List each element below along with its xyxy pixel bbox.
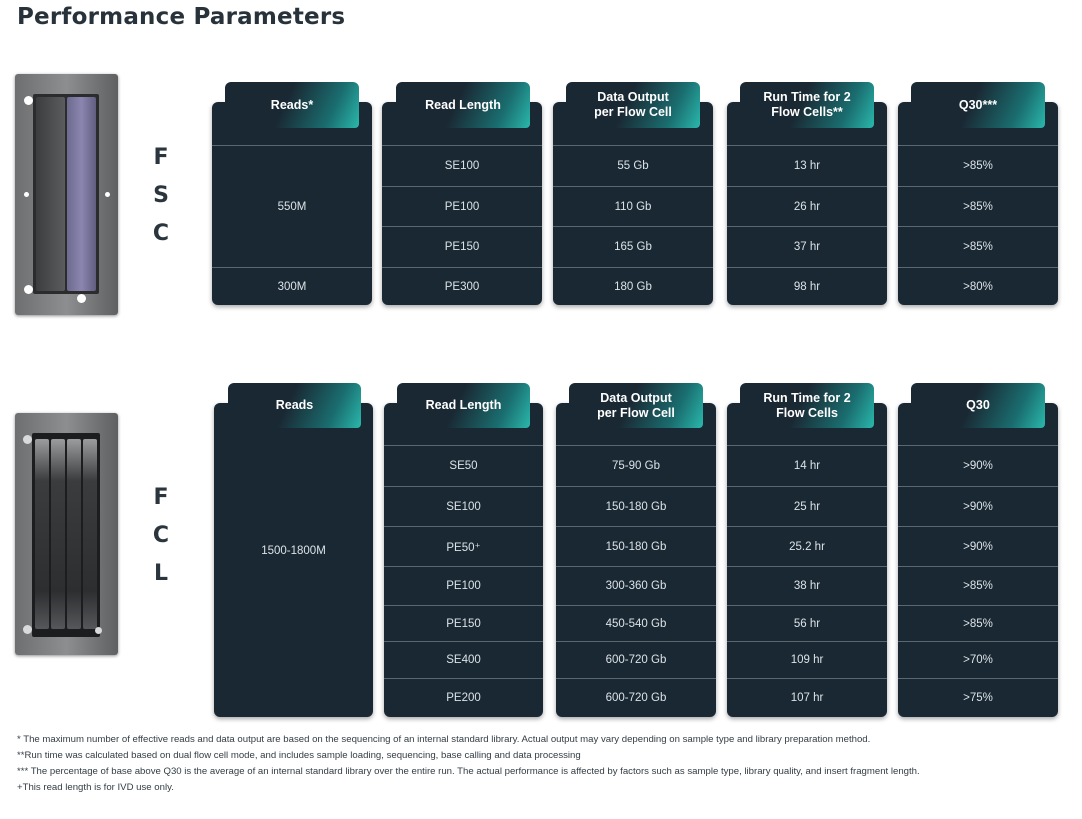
- footnotes: [17, 732, 1062, 796]
- table-cell: >80%: [898, 267, 1058, 305]
- table-cell: 25.2 hr: [727, 526, 887, 566]
- table-cell: 600-720 Gb: [556, 641, 716, 678]
- table-cell: SE100: [382, 145, 542, 186]
- table-cell: 98 hr: [727, 267, 887, 305]
- fcl-header-data-output: Data Output per Flow Cell: [569, 383, 703, 428]
- fsc-column-q30: [898, 97, 1058, 305]
- footnote-reads: * The maximum number of effective reads and data output are based on the sequencing of an internal standard library. Actual output may vary depending on sample type and library preparation method.: [17, 734, 871, 745]
- fcl-lane-4: [83, 439, 97, 629]
- table-cell: 150-180 Gb: [556, 486, 716, 526]
- fsc-hole-bottom: [77, 294, 86, 303]
- table-cell: 56 hr: [727, 605, 887, 641]
- fcl-header-q30: Q30: [911, 383, 1045, 428]
- table-cell: PE50⁺: [384, 526, 543, 566]
- table-cell: 300-360 Gb: [556, 566, 716, 605]
- table-cell: PE150: [384, 605, 543, 641]
- fsc-header-read-length: Read Length: [396, 82, 530, 128]
- table-cell: 38 hr: [727, 566, 887, 605]
- fcl-flow-cell-image: [15, 413, 118, 655]
- fcl-column-q30: [898, 398, 1058, 717]
- fsc-lane-left: [36, 97, 65, 291]
- table-cell: >90%: [898, 445, 1058, 486]
- fsc-reads-550m: 550M: [212, 145, 372, 267]
- table-cell: 600-720 Gb: [556, 678, 716, 717]
- table-cell: >85%: [898, 226, 1058, 267]
- fcl-letter-c: C: [152, 523, 170, 548]
- fsc-column-reads: [212, 97, 372, 305]
- table-cell: 55 Gb: [553, 145, 713, 186]
- table-cell: >75%: [898, 678, 1058, 717]
- fsc-letter-s: S: [153, 183, 169, 208]
- fcl-lane-2: [51, 439, 65, 629]
- fsc-letter-f: F: [153, 145, 169, 170]
- table-cell: 180 Gb: [553, 267, 713, 305]
- fsc-column-read-length: [382, 97, 542, 305]
- table-cell: 14 hr: [727, 445, 887, 486]
- fsc-reads-300m: 300M: [212, 267, 372, 305]
- fcl-lane-3: [67, 439, 81, 629]
- table-cell: 25 hr: [727, 486, 887, 526]
- table-cell: PE100: [382, 186, 542, 226]
- table-cell: PE100: [384, 566, 543, 605]
- table-cell: >90%: [898, 486, 1058, 526]
- fcl-reads-1500-1800m: 1500-1800M: [261, 544, 326, 557]
- table-cell: >85%: [898, 605, 1058, 641]
- table-cell: PE200: [384, 678, 543, 717]
- table-cell: 75-90 Gb: [556, 445, 716, 486]
- fsc-hole-mid-left: [24, 192, 29, 197]
- fsc-column-data-output: [553, 90, 713, 305]
- table-cell: >70%: [898, 641, 1058, 678]
- fsc-header-reads: Reads*: [225, 82, 359, 128]
- fcl-hole-top: [23, 435, 32, 444]
- table-cell: >85%: [898, 566, 1058, 605]
- table-cell: SE100: [384, 486, 543, 526]
- footnote-q30: *** The percentage of base above Q30 is the average of an internal standard library over the entire run. The actual performance is affected by factors such as sample type, library quality, and insert fragment length.: [17, 766, 920, 777]
- fcl-column-run-time: [727, 390, 887, 717]
- fsc-letter-c: C: [152, 221, 170, 246]
- table-cell: 110 Gb: [553, 186, 713, 226]
- table-cell: >85%: [898, 145, 1058, 186]
- fcl-letter-f: F: [153, 485, 169, 510]
- fsc-hole-top: [24, 96, 33, 105]
- table-cell: 450-540 Gb: [556, 605, 716, 641]
- fcl-column-reads: [214, 398, 373, 717]
- fcl-header-read-length: Read Length: [397, 383, 530, 428]
- fsc-column-run-time: [727, 90, 887, 305]
- table-cell: 13 hr: [727, 145, 887, 186]
- fsc-hole-mid-right: [105, 192, 110, 197]
- table-cell: 107 hr: [727, 678, 887, 717]
- table-cell: SE50: [384, 445, 543, 486]
- table-cell: >85%: [898, 186, 1058, 226]
- footnote-run-time: **Run time was calculated based on dual flow cell mode, and includes sample loading, sequencing, base calling and data processing: [17, 750, 581, 761]
- table-cell: SE400: [384, 641, 543, 678]
- table-cell: PE300: [382, 267, 542, 305]
- fcl-header-reads: Reads: [228, 383, 361, 428]
- fcl-hole-bottom: [23, 625, 32, 634]
- table-cell: 109 hr: [727, 641, 887, 678]
- fcl-column-data-output: [556, 390, 716, 717]
- fsc-header-run-time: Run Time for 2 Flow Cells**: [740, 82, 874, 128]
- table-cell: 26 hr: [727, 186, 887, 226]
- fsc-header-q30: Q30***: [911, 82, 1045, 128]
- fcl-hole-bottom-right: [95, 627, 102, 634]
- footnote-ivd: +This read length is for IVD use only.: [17, 782, 174, 793]
- table-cell: PE150: [382, 226, 542, 267]
- page-title: Performance Parameters: [17, 4, 346, 30]
- table-cell: >90%: [898, 526, 1058, 566]
- fcl-column-read-length: [384, 398, 543, 717]
- fsc-flow-cell-image: [15, 74, 118, 315]
- fcl-lane-1: [35, 439, 49, 629]
- table-cell: 37 hr: [727, 226, 887, 267]
- fcl-header-run-time: Run Time for 2 Flow Cells: [740, 383, 874, 428]
- table-cell: 150-180 Gb: [556, 526, 716, 566]
- fcl-letter-l: L: [153, 561, 169, 586]
- fsc-hole-bottom-left: [24, 285, 33, 294]
- fsc-lane-right: [67, 97, 96, 291]
- fsc-header-data-output: Data Output per Flow Cell: [566, 82, 700, 128]
- table-cell: 165 Gb: [553, 226, 713, 267]
